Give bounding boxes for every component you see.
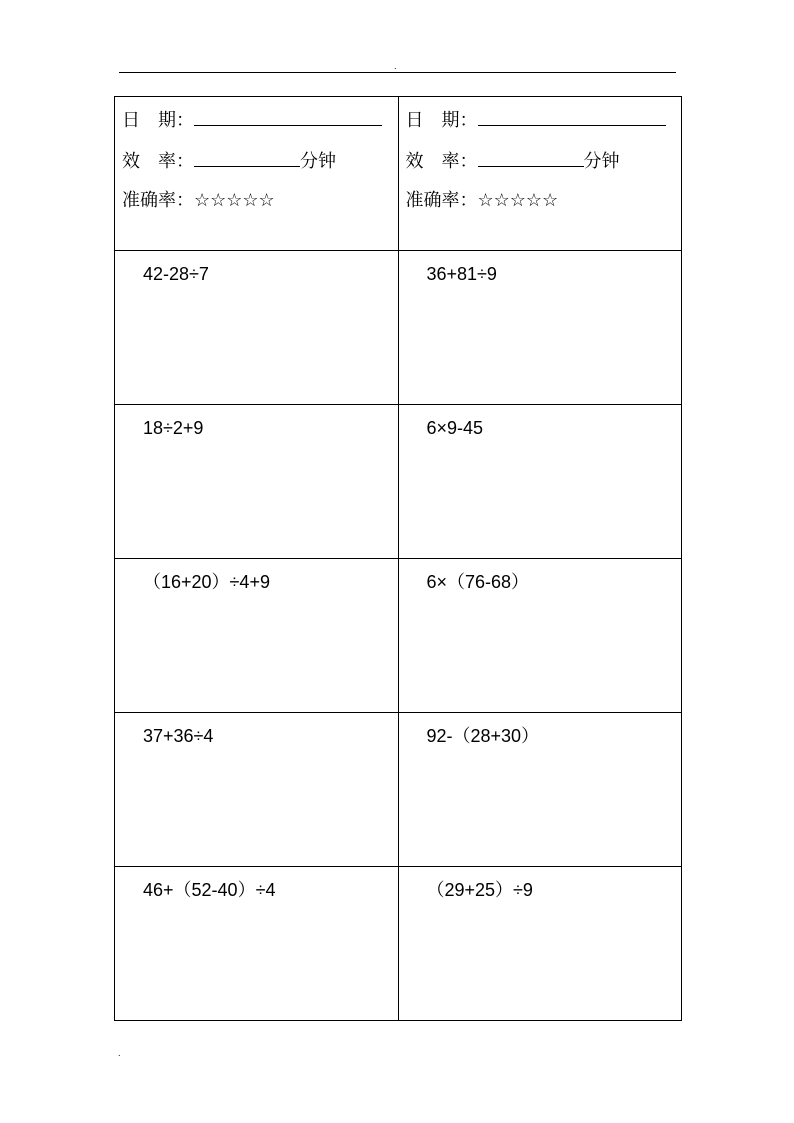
date-line: [406, 107, 682, 148]
efficiency-blank[interactable]: [194, 148, 300, 167]
efficiency-unit: 分钟: [583, 151, 620, 172]
problem-expression: 46+（52-40）÷4: [143, 880, 276, 900]
efficiency-line: [122, 148, 398, 189]
problem-row: [115, 405, 682, 559]
accuracy-stars: ☆☆☆☆☆: [194, 190, 275, 211]
problem-cell[interactable]: [115, 713, 399, 867]
problem-expression: 6×9-45: [426, 418, 484, 438]
problem-cell[interactable]: [398, 713, 682, 867]
problem-expression: 92-（28+30）: [426, 726, 540, 746]
problem-row: [115, 251, 682, 405]
efficiency-line: [406, 148, 682, 189]
problem-cell[interactable]: [398, 867, 682, 1021]
footer-mark: .: [118, 1049, 121, 1058]
header-mark: .: [394, 62, 397, 71]
info-row: [115, 97, 682, 251]
accuracy-line: [406, 189, 682, 230]
problem-expression: （29+25）÷9: [426, 880, 533, 900]
problem-cell[interactable]: [115, 251, 399, 405]
problem-row: [115, 867, 682, 1021]
problem-cell[interactable]: [115, 559, 399, 713]
date-blank[interactable]: [478, 107, 666, 126]
info-cell-left: [115, 97, 399, 251]
date-blank[interactable]: [194, 107, 382, 126]
problem-cell[interactable]: [398, 405, 682, 559]
header-rule: [119, 72, 676, 73]
efficiency-label: 效 率：: [405, 151, 478, 172]
accuracy-label: 准确率：: [405, 190, 478, 211]
efficiency-label: 效 率：: [122, 151, 194, 172]
accuracy-label: 准确率：: [122, 190, 194, 211]
problem-expression: 42-28÷7: [143, 264, 209, 284]
problem-cell[interactable]: [115, 867, 399, 1021]
efficiency-blank[interactable]: [478, 148, 584, 167]
date-label: 日 期：: [122, 110, 194, 131]
efficiency-unit: 分钟: [300, 151, 336, 172]
problem-cell[interactable]: [398, 251, 682, 405]
date-line: [122, 107, 398, 148]
problem-cell[interactable]: [115, 405, 399, 559]
accuracy-line: [122, 189, 398, 230]
problem-row: [115, 713, 682, 867]
info-cell-right: [398, 97, 682, 251]
problem-expression: 36+81÷9: [426, 264, 497, 284]
problem-expression: 18÷2+9: [143, 418, 204, 438]
problem-expression: 6×（76-68）: [426, 572, 530, 592]
date-label: 日 期：: [405, 110, 478, 131]
problem-expression: 37+36÷4: [143, 726, 214, 746]
worksheet-table: [114, 96, 682, 1021]
accuracy-stars: ☆☆☆☆☆: [477, 190, 559, 211]
problem-row: [115, 559, 682, 713]
problem-expression: （16+20）÷4+9: [143, 572, 270, 592]
problem-cell[interactable]: [398, 559, 682, 713]
